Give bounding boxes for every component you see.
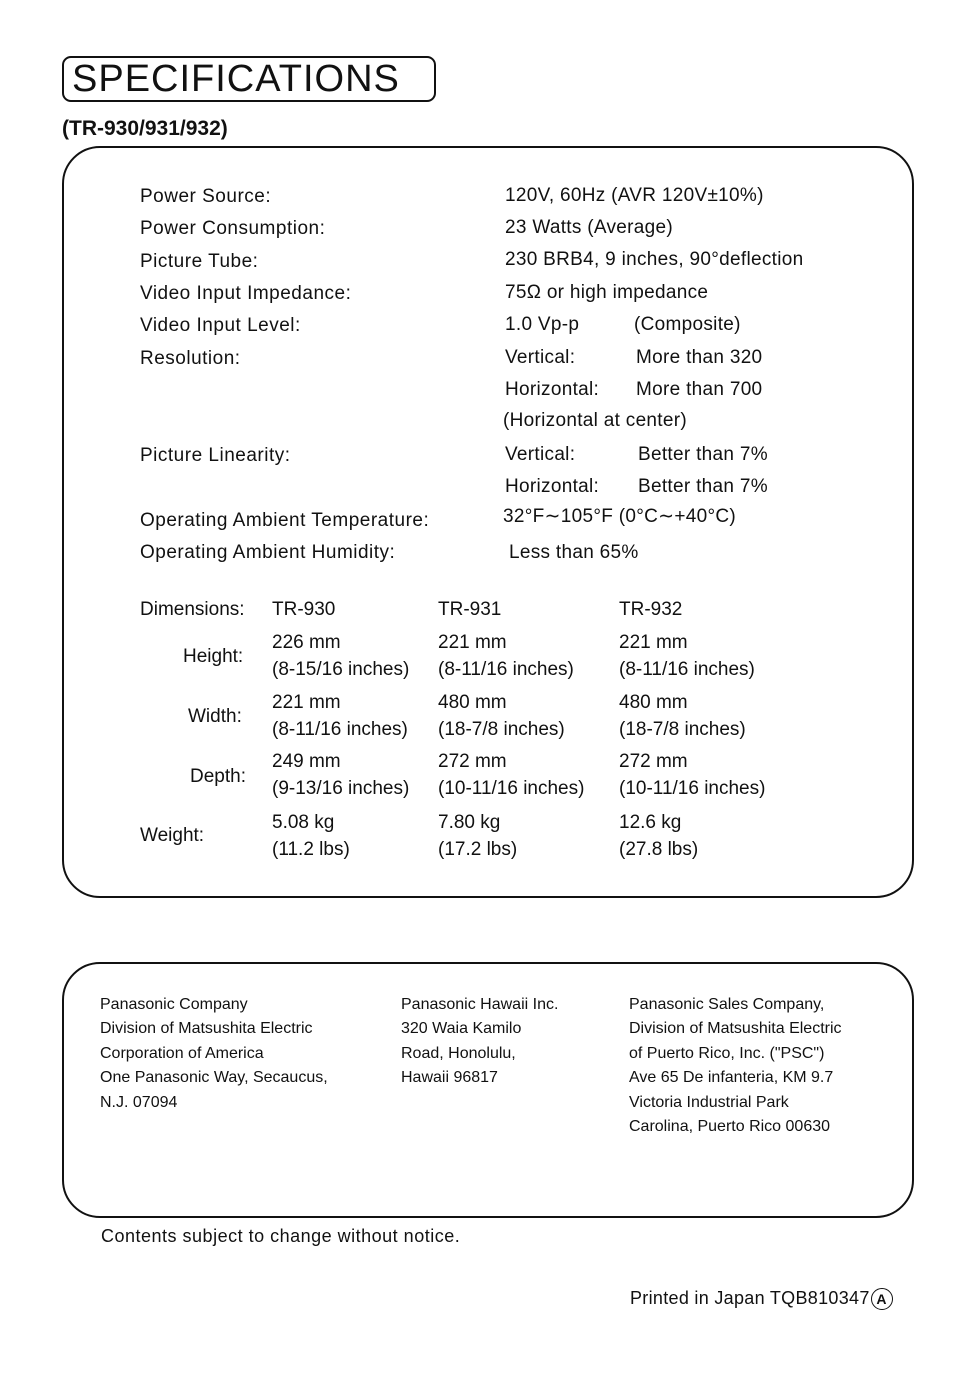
- dimension-cell: (17.2 lbs): [438, 839, 518, 860]
- dimension-cell: 5.08 kg: [272, 812, 335, 833]
- dimension-cell: (27.8 lbs): [619, 839, 699, 860]
- resolution-horizontal-label: Horizontal:: [505, 379, 600, 400]
- resolution-vertical-value: More than 320: [636, 347, 763, 368]
- model-numbers: (TR-930/931/932): [62, 117, 228, 140]
- operating-temperature-label: Operating Ambient Temperature:: [140, 510, 430, 531]
- dimension-cell: (8-15/16 inches): [272, 659, 410, 680]
- depth-label: Depth:: [190, 766, 246, 787]
- resolution-note: (Horizontal at center): [503, 410, 688, 431]
- picture-tube-value: 230 BRB4, 9 inches, 90°deflection: [505, 249, 804, 270]
- resolution-horizontal-value: More than 700: [636, 379, 763, 400]
- dimension-cell: 480 mm: [438, 692, 507, 713]
- dimension-cell: 12.6 kg: [619, 812, 682, 833]
- dimensions-label: Dimensions:: [140, 599, 245, 620]
- picture-tube-label: Picture Tube:: [140, 251, 259, 272]
- power-consumption-value: 23 Watts (Average): [505, 217, 674, 238]
- picture-linearity-label: Picture Linearity:: [140, 445, 291, 466]
- dimension-cell: (8-11/16 inches): [619, 659, 755, 680]
- dimension-cell: 272 mm: [438, 751, 507, 772]
- resolution-label: Resolution:: [140, 348, 241, 369]
- height-label: Height:: [183, 646, 244, 667]
- linearity-vertical-label: Vertical:: [505, 444, 576, 465]
- dimension-cell: 7.80 kg: [438, 812, 501, 833]
- video-input-level-note: (Composite): [634, 314, 741, 335]
- dimensions-model-header: TR-930: [272, 599, 336, 620]
- operating-temperature-value: 32°F∼105°F (0°C∼+40°C): [503, 506, 737, 527]
- dimension-cell: 221 mm: [438, 632, 507, 653]
- video-input-impedance-value: 75Ω or high impedance: [505, 282, 709, 303]
- dimension-cell: (18-7/8 inches): [619, 719, 746, 740]
- circled-a-mark: A: [871, 1288, 893, 1310]
- dimension-cell: (10-11/16 inches): [619, 778, 766, 799]
- dimension-cell: 221 mm: [619, 632, 688, 653]
- print-code: Printed in Japan TQB810347: [630, 1288, 870, 1308]
- power-source-value: 120V, 60Hz (AVR 120V±10%): [505, 185, 764, 206]
- dimension-cell: (11.2 lbs): [272, 839, 350, 860]
- dimension-cell: (8-11/16 inches): [272, 719, 408, 740]
- width-label: Width:: [188, 706, 242, 727]
- operating-humidity-value: Less than 65%: [509, 542, 639, 563]
- dimension-cell: 221 mm: [272, 692, 341, 713]
- dimension-cell: (8-11/16 inches): [438, 659, 574, 680]
- print-info: [630, 1288, 893, 1310]
- power-source-label: Power Source:: [140, 186, 272, 207]
- dimension-cell: (10-11/16 inches): [438, 778, 585, 799]
- address-panasonic-puerto-rico: Panasonic Sales Company, Division of Matsushita Electric of Puerto Rico, Inc. ("PSC") Ave 65 De infanteria, KM 9.7 Victoria Industrial Park Carolina, Puerto Rico 00630: [629, 996, 842, 1136]
- linearity-horizontal-value: Better than 7%: [638, 476, 768, 497]
- address-panasonic-company: Panasonic Company Division of Matsushita Electric Corporation of America One Panasonic Way, Secaucus, N.J. 07094: [100, 996, 328, 1111]
- dimension-cell: 480 mm: [619, 692, 688, 713]
- weight-label: Weight:: [140, 825, 205, 846]
- video-input-level-value: 1.0 Vp-p: [505, 314, 580, 335]
- dimensions-model-header: TR-932: [619, 599, 683, 620]
- linearity-horizontal-label: Horizontal:: [505, 476, 600, 497]
- page-title: SPECIFICATIONS: [72, 58, 400, 100]
- change-notice: Contents subject to change without notice.: [101, 1226, 461, 1246]
- dimension-cell: (18-7/8 inches): [438, 719, 565, 740]
- dimensions-model-header: TR-931: [438, 599, 502, 620]
- dimension-cell: (9-13/16 inches): [272, 778, 410, 799]
- linearity-vertical-value: Better than 7%: [638, 444, 768, 465]
- video-input-level-label: Video Input Level:: [140, 315, 301, 336]
- operating-humidity-label: Operating Ambient Humidity:: [140, 542, 396, 563]
- power-consumption-label: Power Consumption:: [140, 218, 326, 239]
- address-panasonic-hawaii: Panasonic Hawaii Inc. 320 Waia Kamilo Road, Honolulu, Hawaii 96817: [401, 996, 559, 1087]
- dimension-cell: 226 mm: [272, 632, 341, 653]
- resolution-vertical-label: Vertical:: [505, 347, 576, 368]
- dimension-cell: 249 mm: [272, 751, 341, 772]
- dimension-cell: 272 mm: [619, 751, 688, 772]
- video-input-impedance-label: Video Input Impedance:: [140, 283, 352, 304]
